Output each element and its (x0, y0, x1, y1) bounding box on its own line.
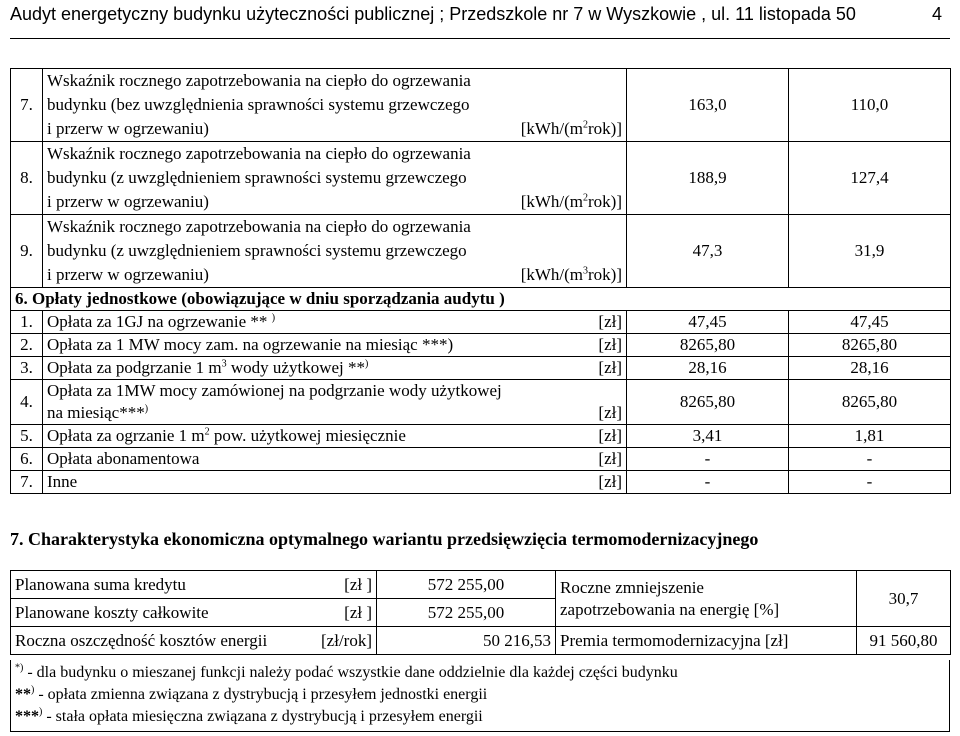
footnote-2: **) - opłata zmienna związana z dystrybucją i przesyłem jednostki energii (15, 684, 488, 703)
unit: $[kWh/(m^2rok)]$ (520, 119, 622, 138)
indicator-description: Wskaźnik rocznego zapotrzebowania na ciepło do ogrzewania budynku (z uwzględnieniem sprawności systemu grzewczego i przerw w ogrzewaniu) $[kWh/(m^3rok)]$ (43, 215, 627, 288)
cost-value: 572 255,00 (377, 599, 556, 627)
table-row: 5. Opłata za ogrzanie 1 $m^2$ pow. użytkowej miesięcznie [zł] 3,41 1,81 (11, 425, 951, 448)
table-row (11, 142, 951, 215)
table-row: Planowana suma kredytu [zł ] 572 255,00 Roczne zmniejszenie zapotrzebowania na energię [%] 30,7 (11, 571, 951, 599)
table-row: 6. Opłata abonamentowa [zł] - - (11, 448, 951, 471)
table-row: 3. Opłata za podgrzanie 1 $m^3$ wody użytkowej **) [zł] 28,16 28,16 (11, 357, 951, 380)
header-rule (10, 38, 950, 39)
fee-label: Opłata za ogrzanie 1 $m^2$ pow. użytkowej miesięcznie [zł] (43, 425, 627, 448)
indicator-description: Wskaźnik rocznego zapotrzebowania na ciepło do ogrzewania budynku (bez uwzględnienia sprawności systemu grzewczego i przerw w ogrzewaniu) $[kWh/(m^2rok)]$ (43, 69, 627, 142)
credit-value: 572 255,00 (377, 571, 556, 599)
value-before: 188,9 (627, 142, 789, 215)
fee-label: Inne [zł] (43, 471, 627, 494)
savings-label: Roczna oszczędność kosztów energii (15, 630, 268, 650)
value-before: 47,3 (627, 215, 789, 288)
fee-label: Opłata za 1 MW mocy zam. na ogrzewanie na miesiąc ***) [zł] (43, 334, 627, 357)
fee-label: Opłata za podgrzanie 1 $m^3$ wody użytkowej **) [zł] (43, 357, 627, 380)
table-row (11, 69, 951, 142)
reduction-value: 30,7 (857, 571, 951, 627)
row-number: 9. (11, 215, 43, 288)
premium-label: Premia termomodernizacyjna [zł] (556, 627, 857, 655)
footnote-1: *) - dla budynku o mieszanej funkcji należy podać wszystkie dane oddzielnie dla każdej części budynku (15, 662, 678, 681)
row-number: 8. (11, 142, 43, 215)
premium-value: 91 560,80 (857, 627, 951, 655)
table-row: 4. Opłata za 1MW mocy zamówionej na podgrzanie wody użytkowej na miesiąc***) [zł] 8265,80 8265,80 (11, 380, 951, 425)
section-6-title: 6. Opłaty jednostkowe (obowiązujące w dniu sporządzania audytu ) (11, 288, 951, 311)
savings-value: 50 216,53 (377, 627, 556, 655)
value-after: 110,0 (789, 69, 951, 142)
unit: $[kWh/(m^2rok)]$ (520, 192, 622, 211)
reduction-label: Roczne zmniejszenie zapotrzebowania na energię [%] (556, 571, 857, 627)
page-header (10, 0, 950, 38)
footnote-3: ***) - stała opłata miesięczna związana z dystrybucją i przesyłem energii (15, 706, 483, 725)
row-number: 7. (11, 69, 43, 142)
value-before: 163,0 (627, 69, 789, 142)
table-row: 1. Opłata za 1GJ na ogrzewanie ** ) [zł] 47,45 47,45 (11, 311, 951, 334)
footnotes (10, 660, 950, 732)
unit: $[kWh/(m^3rok)]$ (520, 265, 622, 284)
page-number: 4 (931, 4, 942, 24)
section-7-title: 7. Charakterystyka ekonomiczna optymalnego wariantu przedsięwzięcia termomodernizacyjnego (10, 529, 759, 549)
value-after: 31,9 (789, 215, 951, 288)
table-row: Planowane koszty całkowite [zł ] 572 255,00 (11, 599, 951, 627)
table-row: 2. Opłata za 1 MW mocy zam. na ogrzewanie na miesiąc ***) [zł] 8265,80 8265,80 (11, 334, 951, 357)
table-row: Roczna oszczędność kosztów energii [zł/rok] 50 216,53 Premia termomodernizacyjna [zł] 91 560,80 (11, 627, 951, 655)
fee-label: Opłata za 1MW mocy zamówionej na podgrzanie wody użytkowej na miesiąc***) [zł] (43, 380, 627, 425)
credit-label: Planowana suma kredytu (15, 574, 186, 594)
cost-label: Planowane koszty całkowite (15, 602, 209, 622)
table-row: 7. Inne [zł] - - (11, 471, 951, 494)
indicators-and-fees-table (10, 68, 951, 494)
indicator-description: Wskaźnik rocznego zapotrzebowania na ciepło do ogrzewania budynku (z uwzględnieniem sprawności systemu grzewczego i przerw w ogrzewaniu) $[kWh/(m^2rok)]$ (43, 142, 627, 215)
document-title: Audyt energetyczny budynku użyteczności publicznej ; Przedszkole nr 7 w Wyszkowie , ul. 11 listopada 50 (10, 4, 856, 24)
section-6-heading-row (11, 288, 951, 311)
economic-summary-table (10, 570, 951, 655)
table-row (11, 215, 951, 288)
fee-label: Opłata abonamentowa [zł] (43, 448, 627, 471)
fee-label: Opłata za 1GJ na ogrzewanie ** ) [zł] (43, 311, 627, 334)
value-after: 127,4 (789, 142, 951, 215)
